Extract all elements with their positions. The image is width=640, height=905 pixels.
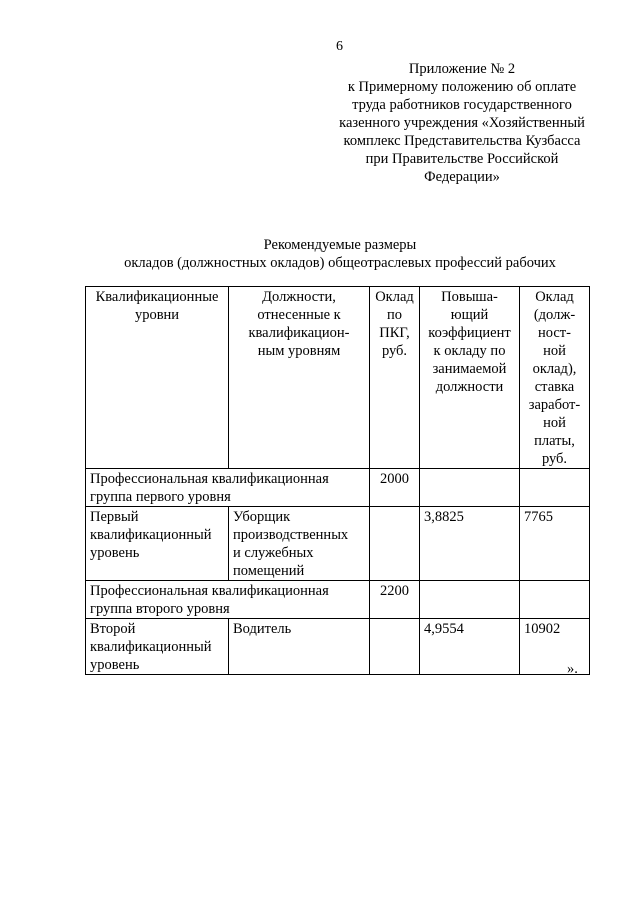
- appendix-line: Приложение № 2: [408, 61, 516, 77]
- group-salary-cell: 2000: [370, 469, 420, 507]
- empty-cell: [370, 619, 420, 675]
- positions-cell: Водитель: [229, 619, 370, 675]
- empty-cell: [520, 469, 590, 507]
- group-name-cell: Профессиональная квалификационная группа первого уровня: [86, 469, 370, 507]
- document-title: [60, 236, 620, 272]
- appendix-heading: [336, 60, 588, 186]
- coefficient-cell: 3,8825: [420, 507, 520, 581]
- empty-cell: [420, 469, 520, 507]
- level-cell: Второй квалификационный уровень: [86, 619, 229, 675]
- appendix-line: казенного учреждения «Хозяйственный: [339, 115, 585, 131]
- header-cell-salary: Оклад (долж- ност- ной оклад), ставка заработ- ной платы, руб.: [520, 287, 590, 469]
- header-cell-coefficient: Повыша- ющий коэффициент к окладу по занимаемой должности: [420, 287, 520, 469]
- group-salary-cell: 2200: [370, 581, 420, 619]
- group-name-cell: Профессиональная квалификационная группа второго уровня: [86, 581, 370, 619]
- table-row-group: [86, 581, 590, 619]
- header-cell-positions: Должности, отнесенные к квалификацион- ным уровням: [229, 287, 370, 469]
- salary-cell: 7765: [520, 507, 590, 581]
- table-header-row: [86, 287, 590, 469]
- level-cell: Первый квалификационный уровень: [86, 507, 229, 581]
- title-line: Рекомендуемые размеры: [263, 237, 417, 253]
- empty-cell: [370, 507, 420, 581]
- appendix-line: к Примерному положению об оплате: [347, 79, 577, 95]
- closing-quote-mark: ».: [567, 661, 578, 677]
- appendix-line: труда работников государственного: [352, 97, 572, 113]
- empty-cell: [520, 581, 590, 619]
- header-cell-levels: Квалификационные уровни: [86, 287, 229, 469]
- table-row-group: [86, 469, 590, 507]
- salary-cell: 10902: [520, 619, 590, 675]
- empty-cell: [420, 581, 520, 619]
- salary-table: [85, 286, 590, 675]
- table-row-level: [86, 619, 590, 675]
- coefficient-cell: 4,9554: [420, 619, 520, 675]
- positions-cell: Уборщик производственных и служебных помещений: [229, 507, 370, 581]
- page-number: 6: [336, 39, 343, 54]
- appendix-line: при Правительстве Российской: [365, 151, 559, 167]
- table-row-level: [86, 507, 590, 581]
- appendix-line: Федерации»: [424, 169, 500, 185]
- appendix-line: комплекс Представительства Кузбасса: [343, 133, 581, 149]
- header-cell-pkg-salary: Оклад по ПКГ, руб.: [370, 287, 420, 469]
- title-line: окладов (должностных окладов) общеотраслевых профессий рабочих: [124, 255, 556, 271]
